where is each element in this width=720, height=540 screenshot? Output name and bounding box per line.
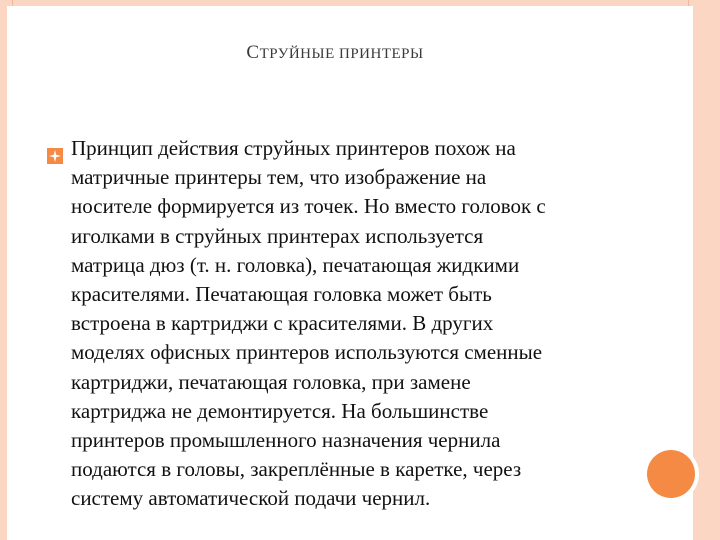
slide-title-rest: ТРУЙНЫЕ ПРИНТЕРЫ — [259, 46, 424, 62]
paragraph-line: носителе формируется из точек. Но вместо головок с — [71, 194, 546, 219]
paragraph-line: матрица дюз (т. н. головка), печатающая жидкими — [71, 252, 520, 277]
paragraph-line: моделях офисных принтеров используются сменные — [71, 340, 543, 365]
body-paragraph — [71, 134, 631, 514]
slide-title-first-letter: С — [246, 42, 260, 63]
slide-title — [7, 42, 663, 64]
paragraph-line: Принцип действия струйных принтеров похож на — [71, 136, 516, 160]
paragraph-line: красителями. Печатающая головка может быть — [71, 282, 492, 307]
paragraph-line: систему автоматической подачи чернил. — [71, 486, 431, 511]
paragraph-line: картриджа не демонтируется. На большинстве — [71, 398, 489, 423]
paragraph-line: подаются в головы, закреплённые в каретке, через — [71, 457, 522, 482]
paragraph-line: принтеров промышленного назначения чернила — [71, 428, 501, 453]
decorative-orange-circle — [647, 450, 695, 498]
paragraph-line: картриджи, печатающая головка, при замене — [71, 369, 471, 394]
slide-panel — [7, 6, 693, 540]
orange-square-bullet-icon — [47, 148, 63, 164]
paragraph-line: встроена в картриджи с красителями. В других — [71, 311, 494, 336]
paragraph-line: матричные принтеры тем, что изображение на — [71, 165, 487, 190]
paragraph-line: иголками в струйных принтерах используется — [71, 223, 484, 248]
